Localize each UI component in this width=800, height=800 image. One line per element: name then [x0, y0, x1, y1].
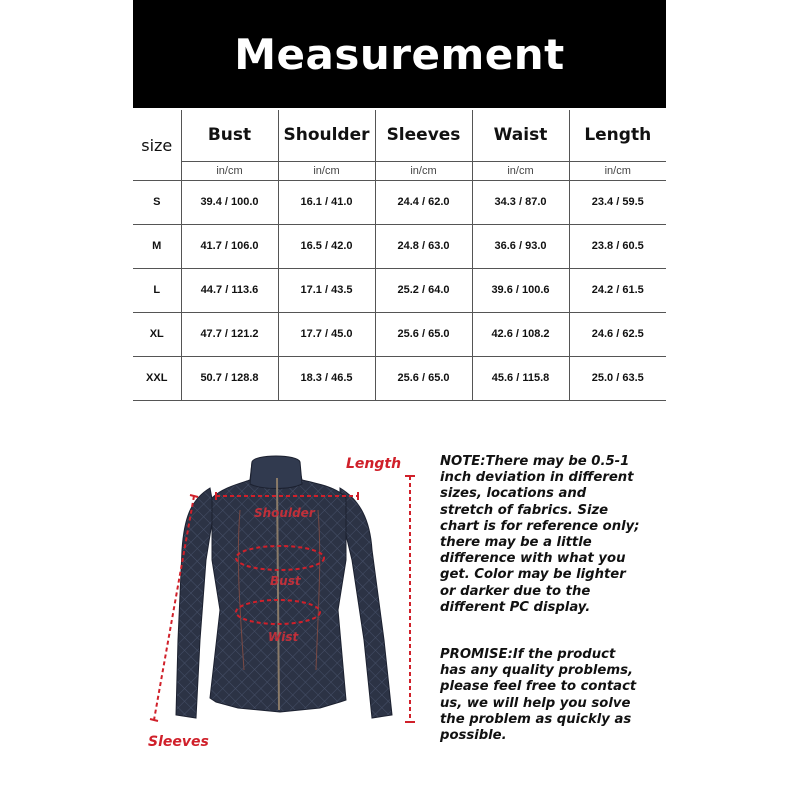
note-text: NOTE:There may be 0.5-1 inch deviation in different sizes, locations and stretch of fabrics. Size chart is for reference only; there may be a little difference with what you get. Color may be lighter or darker due to the different PC display. [440, 454, 640, 615]
table-row [133, 312, 666, 356]
column-header-shoulder: Shoulder [278, 110, 375, 161]
unit-row [133, 161, 666, 180]
table-header-row [133, 110, 666, 161]
table-row [133, 356, 666, 400]
jacket-diagram [140, 440, 430, 760]
length-label: Length [346, 456, 402, 472]
size-cell: S [133, 180, 181, 224]
measurement-cell: 42.6 / 108.2 [472, 312, 569, 356]
measurement-cell: 36.6 / 93.0 [472, 224, 569, 268]
measurement-cell: 23.8 / 60.5 [569, 224, 666, 268]
sleeves-label: Sleeves [148, 734, 209, 750]
column-header-bust: Bust [181, 110, 278, 161]
unit-cell: in/cm [375, 161, 472, 180]
shoulder-label: Shoulder [254, 506, 315, 520]
left-sleeve [176, 488, 214, 718]
size-cell: L [133, 268, 181, 312]
table-row [133, 180, 666, 224]
table-row [133, 224, 666, 268]
size-cell: M [133, 224, 181, 268]
table-body [133, 180, 666, 400]
measurement-cell: 24.4 / 62.0 [375, 180, 472, 224]
table-row [133, 268, 666, 312]
size-cell: XL [133, 312, 181, 356]
measurement-cell: 34.3 / 87.0 [472, 180, 569, 224]
measurement-cell: 24.8 / 63.0 [375, 224, 472, 268]
jacket-illustration [140, 440, 430, 760]
measurement-cell: 25.6 / 65.0 [375, 312, 472, 356]
title-banner [133, 0, 666, 108]
measurement-cell: 50.7 / 128.8 [181, 356, 278, 400]
column-header-length: Length [569, 110, 666, 161]
size-chart-table [133, 110, 666, 401]
measurement-cell: 24.2 / 61.5 [569, 268, 666, 312]
bust-label: Bust [270, 574, 301, 588]
right-sleeve [340, 488, 392, 718]
measurement-cell: 17.1 / 43.5 [278, 268, 375, 312]
measurement-cell: 25.2 / 64.0 [375, 268, 472, 312]
measurement-cell: 18.3 / 46.5 [278, 356, 375, 400]
unit-cell-blank [133, 161, 181, 180]
waist-label: Wist [268, 630, 299, 644]
column-header-sleeves: Sleeves [375, 110, 472, 161]
measurement-cell: 41.7 / 106.0 [181, 224, 278, 268]
unit-cell: in/cm [472, 161, 569, 180]
measurement-cell: 17.7 / 45.0 [278, 312, 375, 356]
measurement-cell: 25.0 / 63.5 [569, 356, 666, 400]
measurement-cell: 23.4 / 59.5 [569, 180, 666, 224]
measurement-cell: 16.1 / 41.0 [278, 180, 375, 224]
measurement-cell: 47.7 / 121.2 [181, 312, 278, 356]
measurement-cell: 16.5 / 42.0 [278, 224, 375, 268]
size-cell: XXL [133, 356, 181, 400]
size-column-header: size [133, 110, 181, 161]
measurement-cell: 25.6 / 65.0 [375, 356, 472, 400]
measurement-cell: 44.7 / 113.6 [181, 268, 278, 312]
measurement-cell: 39.6 / 100.6 [472, 268, 569, 312]
unit-cell: in/cm [569, 161, 666, 180]
unit-cell: in/cm [278, 161, 375, 180]
measurement-cell: 45.6 / 115.8 [472, 356, 569, 400]
unit-cell: in/cm [181, 161, 278, 180]
promise-text: PROMISE:If the product has any quality problems, please feel free to contact us, we will help you solve the problem as quickly as possible. [440, 647, 637, 744]
jacket-collar [250, 456, 302, 489]
measurement-cell: 39.4 / 100.0 [181, 180, 278, 224]
column-header-waist: Waist [472, 110, 569, 161]
measurement-cell: 24.6 / 62.5 [569, 312, 666, 356]
page-title: Measurement [234, 29, 565, 79]
